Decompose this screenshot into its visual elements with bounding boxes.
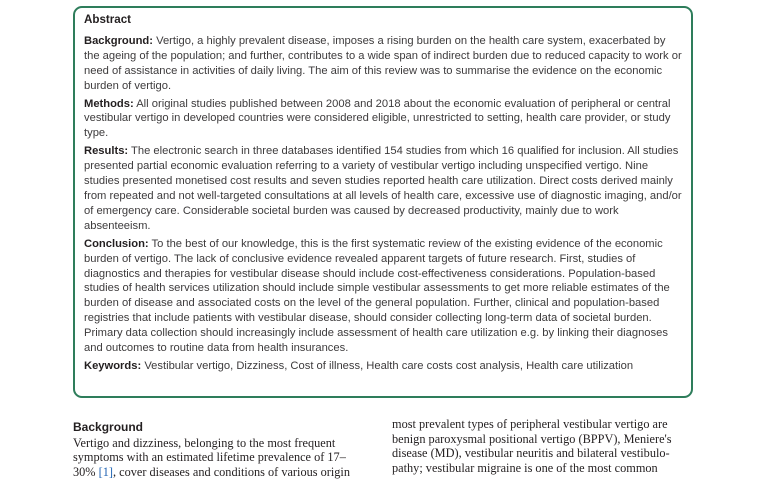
right-line-4: pathy; vestibular migraine is one of the most common <box>392 460 658 475</box>
conclusion-text: To the best of our knowledge, this is the first systematic review of the existing evidence of the economic burden of vertigo. The lack of conclusive evidence revealed apparent targets of future research. First, studies of diagnostics and therapies for vestibular disease should include cost-effectiveness considerations. Population-based studies of health services utilization should include simple vestibular assessments to get more reliable estimates of the burden of disease and associated costs on the level of the general population. Further, clinical and population-based registries that include patients with vestibular disease, should consider collecting long-term data of societal burden. Primary data collection should increasingly include assessment of health care utilization e.g. by linking their diagnoses and outcomes to routine data from health insurances. <box>84 237 670 355</box>
left-line-3 <box>73 465 375 480</box>
results-text: The electronic search in three databases identified 154 studies from which 16 qualified for inclusion. All studies presented partial economic evaluation referring to a variety of vestibular vertigo including unspecified vertigo. Nine studies presented monetised cost results and seven studies reported health care utilization. Direct costs derived mainly from repeated and not well-targeted consultations at all levels of health care, excessive use of diagnostic imaging, and/or of emergency care. Considerable societal burden was caused by decreased productivity, mainly due to work absenteeism. <box>84 145 682 232</box>
abstract-methods <box>84 97 682 142</box>
abstract-keywords <box>84 359 682 374</box>
left-line-1: Vertigo and dizziness, belonging to the most frequent <box>73 435 336 450</box>
right-line-3: disease (MD), vestibular neuritis and bilateral vestibulo- <box>392 446 670 461</box>
right-column <box>392 417 694 475</box>
right-line-2: benign paroxysmal positional vertigo (BPPV), Meniere's <box>392 431 672 446</box>
keywords-text: Vestibular vertigo, Dizziness, Cost of illness, Health care costs cost analysis, Health care utilization <box>144 359 634 372</box>
left-line-3-post: , cover diseases and conditions of various origin <box>112 464 350 479</box>
keywords-label: Keywords: <box>84 359 142 372</box>
left-line-3-pre: 30% <box>73 464 99 479</box>
conclusion-label: Conclusion: <box>84 237 149 250</box>
background-label: Background: <box>84 34 153 47</box>
left-line-2: symptoms with an estimated lifetime prevalence of 17– <box>73 450 346 465</box>
abstract-title: Abstract <box>84 13 132 26</box>
results-label: Results: <box>84 145 129 158</box>
right-line-1: most prevalent types of peripheral vestibular vertigo are <box>392 417 668 431</box>
citation-link-1[interactable]: [1] <box>98 464 113 479</box>
abstract-results <box>84 144 682 233</box>
abstract-background <box>84 34 682 94</box>
abstract-conclusion <box>84 237 682 356</box>
background-text: Vertigo, a highly prevalent disease, imposes a rising burden on the health care system, exacerbated by the ageing of the population; and further, contributes to a wide span of indirect burden due to reduced capacity to work or need of assistance in activities of daily living. The aim of this review was to summarise the evidence on the economic burden of vertigo. <box>84 34 682 92</box>
methods-text: All original studies published between 2008 and 2018 about the economic evaluation of peripheral or central vestibular vertigo in developed countries were considered eligible, unrestricted to setting, health care provider, or study type. <box>84 97 671 140</box>
section-heading-background: Background <box>73 420 144 434</box>
abstract-box <box>73 6 693 398</box>
methods-label: Methods: <box>84 97 134 110</box>
left-column <box>73 420 375 479</box>
